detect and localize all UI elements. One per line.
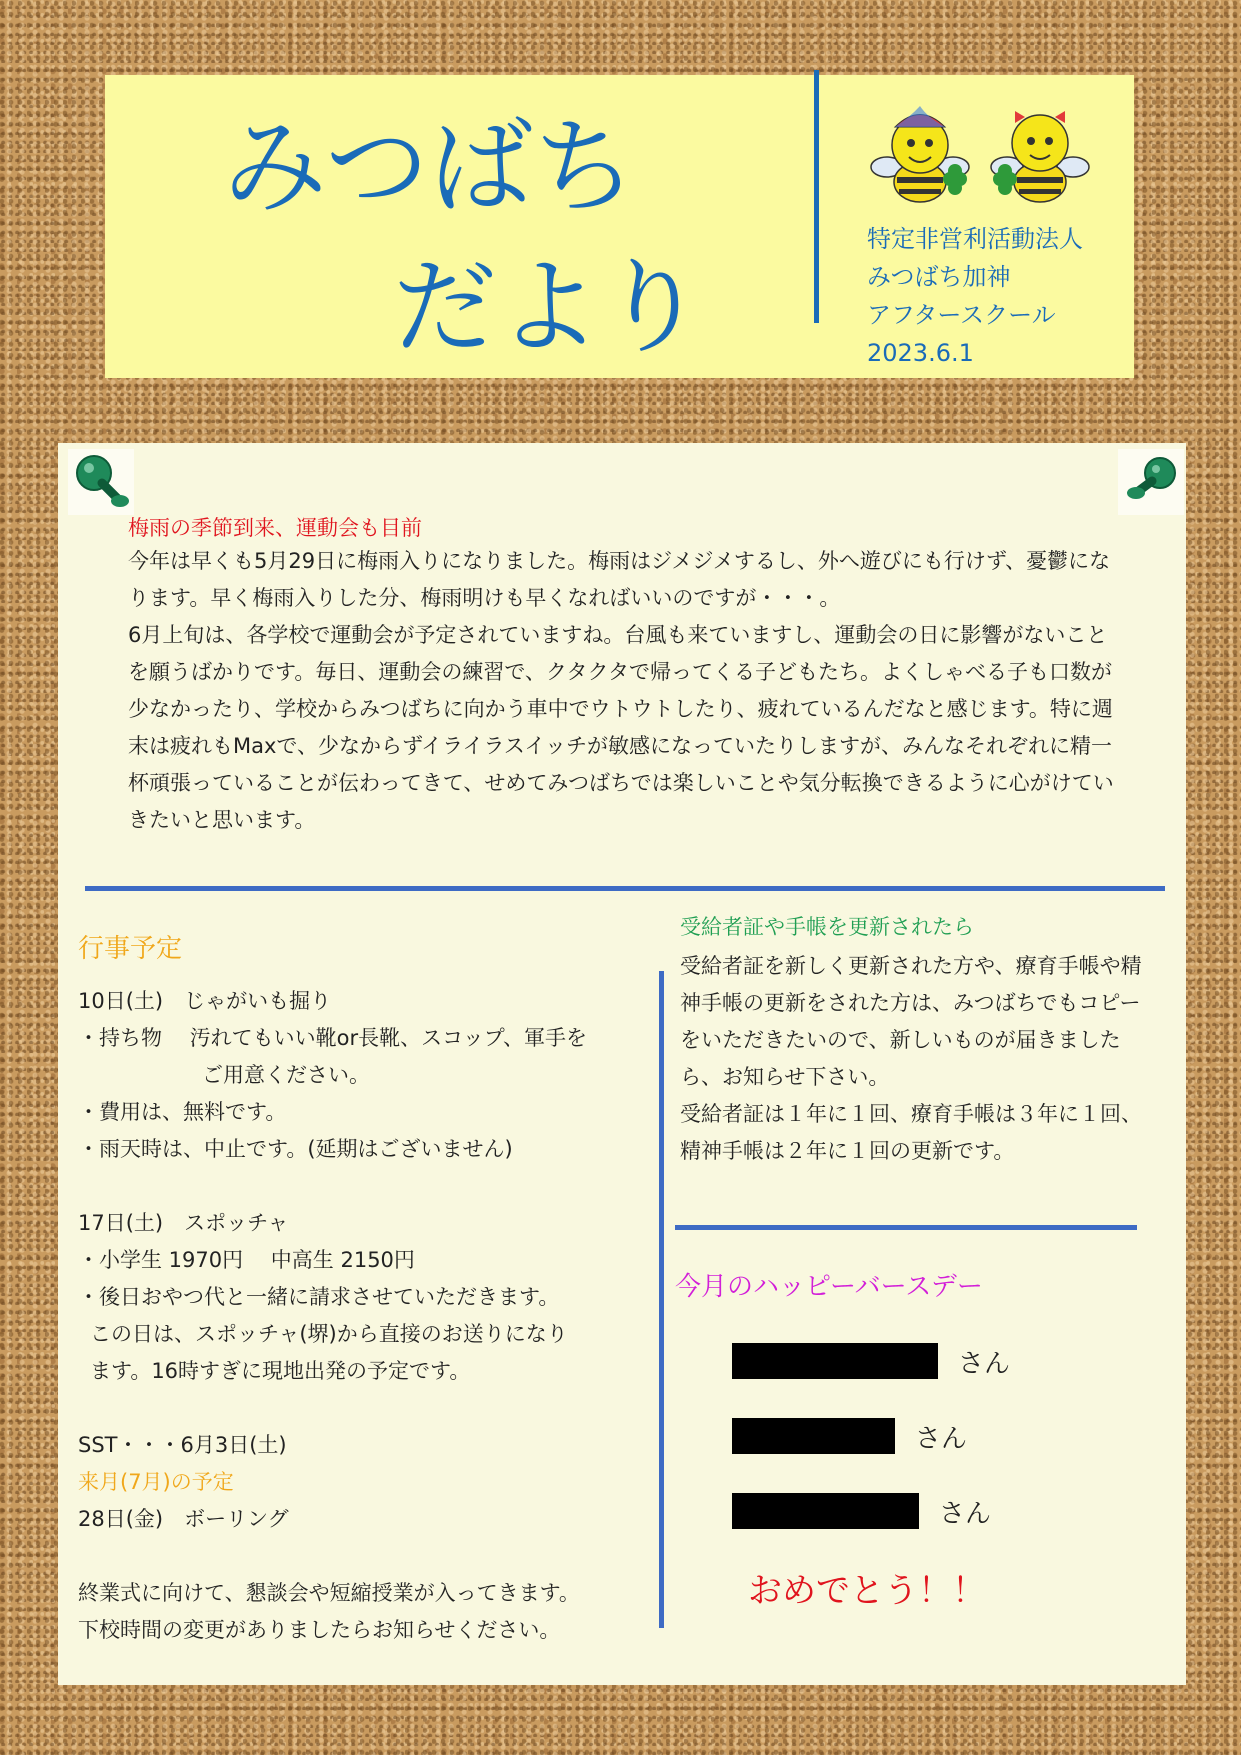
intro-section	[128, 513, 1128, 839]
org-name: みつばち加神	[867, 263, 1011, 291]
name-suffix: さん	[915, 1423, 968, 1454]
birthday-entry	[732, 1418, 967, 1454]
event1-title: 10日(土) じゃがいも掘り	[78, 989, 332, 1013]
boy-bee-icon	[871, 106, 969, 202]
spacer	[78, 1390, 663, 1427]
event1-item: ・費用は、無料です。	[78, 1100, 287, 1124]
sst-schedule: SST・・・6月3日(土)	[78, 1433, 287, 1457]
event2-item: ます。16時すぎに現地出発の予定です。	[90, 1359, 471, 1383]
event1-item: ・雨天時は、中止です。(延期はございません)	[78, 1137, 513, 1161]
event1-item-continued: ご用意ください。	[202, 1063, 370, 1087]
redacted-name	[732, 1418, 895, 1454]
redacted-name	[732, 1343, 938, 1379]
event2-item: この日は、スポッチャ(堺)から直接のお送りになり	[90, 1322, 568, 1346]
org-type: 特定非営利活動法人	[867, 225, 1083, 253]
newsletter-header	[105, 75, 1134, 378]
event2-item: ・後日おやつ代と一緒に請求させていただきます。	[78, 1285, 560, 1309]
issue-date: 2023.6.1	[867, 339, 974, 367]
section-divider	[85, 886, 1165, 891]
redacted-name	[732, 1493, 919, 1529]
notice-panel	[58, 443, 1186, 1685]
newsletter-title-line1: みつばち	[223, 106, 637, 228]
girl-bee-icon	[991, 111, 1089, 202]
event2-item: ・小学生 1970円 中高生 2150円	[78, 1248, 415, 1272]
next-month-event: 28日(金) ボーリング	[78, 1507, 289, 1531]
birthday-heading: 今月のハッピーバースデー	[675, 1272, 983, 1302]
closing-note: 下校時間の変更がありましたらお知らせください。	[78, 1618, 561, 1642]
pushpin-icon	[1118, 449, 1184, 515]
name-suffix: さん	[958, 1348, 1011, 1379]
newsletter-title-line2: だより	[393, 246, 706, 368]
intro-heading: 梅雨の季節到来、運動会も目前	[128, 516, 422, 540]
events-heading: 行事予定	[78, 934, 183, 964]
closing-note: 終業式に向けて、懇談会や短縮授業が入ってきます。	[78, 1581, 580, 1605]
birthday-entry	[732, 1343, 1010, 1379]
event1-item: ・持ち物 汚れてもいい靴or長靴、スコップ、軍手を	[78, 1026, 588, 1050]
pushpin-icon	[68, 449, 134, 515]
organization-info	[867, 220, 1083, 372]
name-suffix: さん	[939, 1498, 992, 1529]
right-column-divider	[675, 1225, 1137, 1230]
next-month-heading: 来月(7月)の予定	[78, 1470, 234, 1494]
spacer	[78, 1168, 663, 1205]
certificate-heading: 受給者証や手帳を更新されたら	[680, 915, 974, 939]
certificate-body: 受給者証を新しく更新された方や、療育手帳や精神手帳の更新をされた方は、みつばちでもコピーをいただきたいので、新しいものが届きましたら、お知らせ下さい。 受給者証は１年に１回、療育手帳は３年に１回、精神手帳は２年に１回の更新です。	[680, 954, 1142, 1163]
event2-title: 17日(土) スポッチャ	[78, 1211, 289, 1235]
congratulations-text: おめでとう！！	[748, 1571, 986, 1611]
org-program: アフタースクール	[867, 301, 1056, 329]
birthday-entry	[732, 1493, 991, 1529]
spacer	[78, 1538, 663, 1575]
events-list	[78, 983, 663, 1649]
intro-body: 今年は早くも5月29日に梅雨入りになりました。梅雨はジメジメするし、外へ遊びにも行けず、憂鬱になります。早く梅雨入りした分、梅雨明けも早くなればいいのですが・・・。 6月上旬は、各学校で運動会が予定されていますね。台風も来ていますし、運動会の日に影響がないことを願うばかりです。毎日、運動会の練習で、クタクタで帰ってくる子どもたち。よくしゃべる子も口数が少なかったり、学校からみつばちに向かう車中でウトウトしたり、疲れているんだなと感じます。特に週末は疲れもMaxで、少なからずイライラスイッチが敏感になっていたりしますが、みんなそれぞれに精一杯頑張っていることが伝わってきて、せめてみつばちでは楽しいことや気分転換できるように心がけていきたいと思います。	[128, 549, 1114, 832]
header-divider	[814, 70, 819, 323]
bee-mascots-illustration	[865, 97, 1115, 207]
